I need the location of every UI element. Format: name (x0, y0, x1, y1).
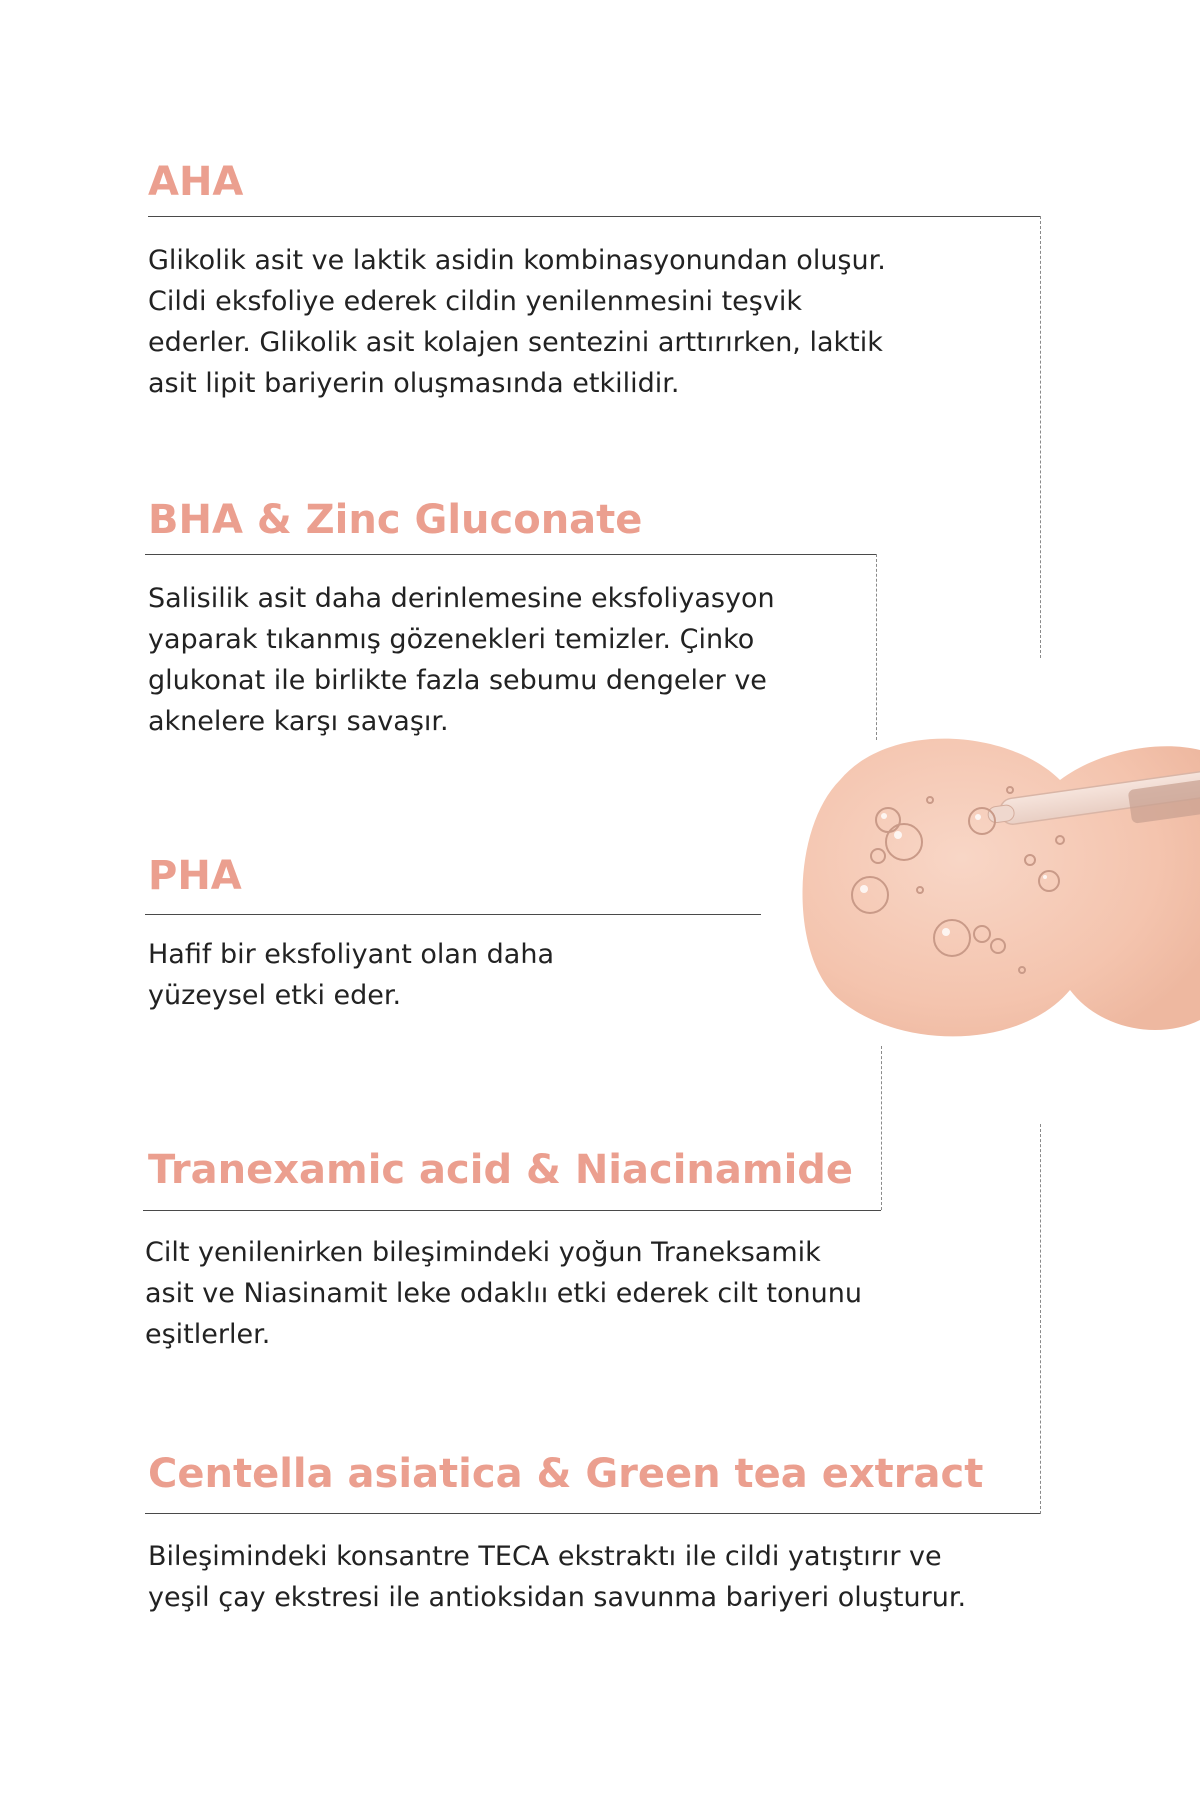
section-text-tranexamic: Cilt yenilenirken bileşimindeki yoğun Traneksamik asit ve Niasinamit leke odaklıı etki ederek cilt tonunu eşitlerler. (145, 1237, 862, 1350)
section-text-bha-zinc: Salisilik asit daha derinlemesine eksfoliyasyon yaparak tıkanmış gözenekleri temizler. Çinko glukonat ile birlikte fazla sebumu dengeler ve aknelere karşı savaşır. (148, 583, 775, 737)
connector-centella (1040, 1124, 1041, 1514)
connector-bha-zinc (876, 554, 877, 740)
serum-drop-with-dropper-icon (800, 720, 1200, 1050)
divider-bha-zinc (145, 554, 876, 555)
divider-aha (148, 216, 1040, 217)
section-text-pha: Hafif bir eksfoliyant olan daha yüzeysel etki eder. (148, 939, 555, 1011)
divider-pha (145, 914, 761, 915)
connector-aha (1040, 216, 1041, 658)
section-text-aha: Glikolik asit ve laktik asidin kombinasyonundan oluşur. Cildi eksfoliye ederek cildin yenilenmesini teşvik ederler. Glikolik asit kolajen sentezini arttırırken, laktik asit lipit bariyerin oluşmasında etkilidir. (148, 245, 886, 399)
divider-tranexamic (143, 1210, 881, 1211)
section-title-tranexamic: Tranexamic acid & Niacinamide (148, 1147, 854, 1193)
section-title-centella: Centella asiatica & Green tea extract (148, 1451, 984, 1497)
section-title-aha: AHA (148, 159, 244, 205)
section-title-bha-zinc: BHA & Zinc Gluconate (148, 497, 643, 543)
connector-tranexamic (881, 1046, 882, 1210)
divider-centella (145, 1513, 1040, 1514)
section-text-centella: Bileşimindeki konsantre TECA ekstraktı ile cildi yatıştırır ve yeşil çay ekstresi ile antioksidan savunma bariyeri oluşturur. (148, 1541, 967, 1613)
section-title-pha: PHA (148, 853, 242, 899)
